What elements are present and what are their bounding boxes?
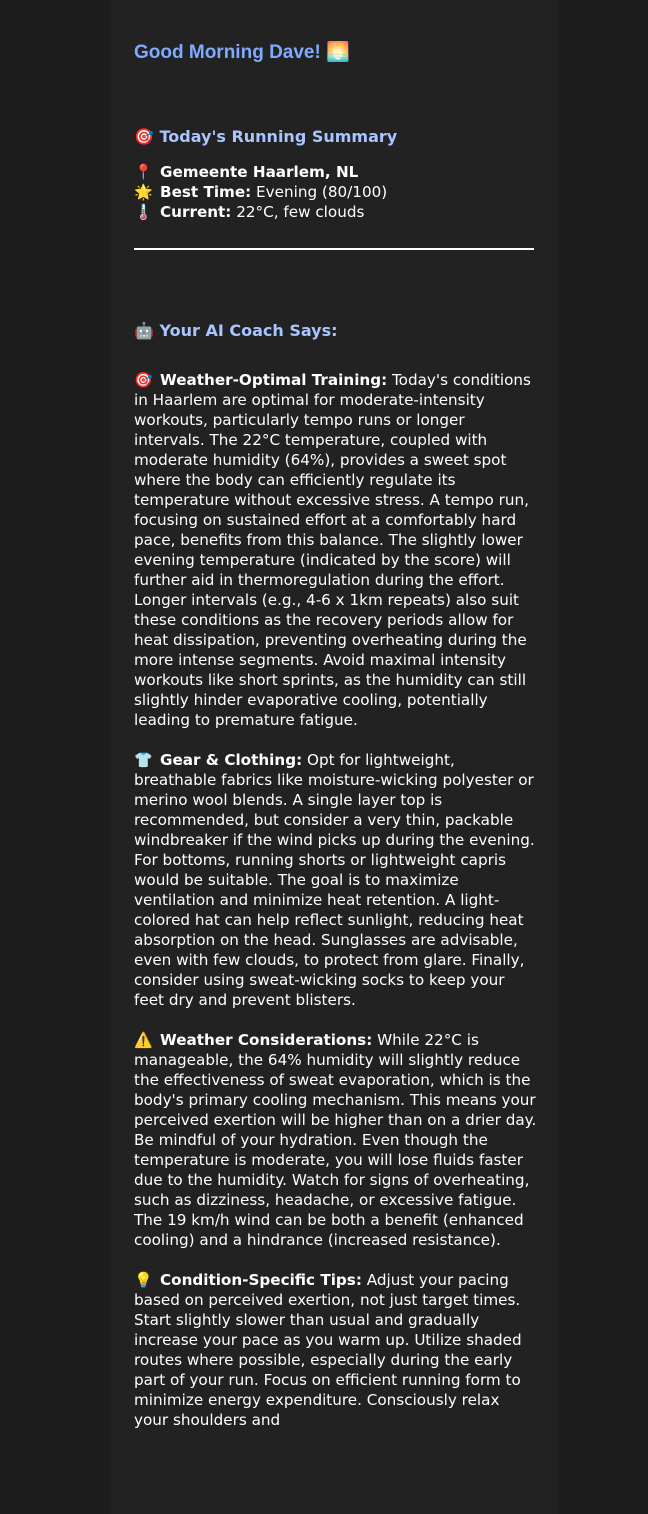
coach-section-gear: [134, 750, 538, 1010]
target-icon: 🎯: [134, 371, 153, 389]
coach-section-weather: [134, 1030, 538, 1250]
summary-location-row: [134, 162, 538, 182]
summary-best-time-row: [134, 182, 538, 202]
best-time-label: Best Time:: [160, 183, 252, 201]
location-value: Gemeente Haarlem, NL: [160, 163, 359, 181]
star-icon: 🌟: [134, 183, 153, 201]
email-content: [134, 38, 538, 1430]
section-divider: [134, 248, 534, 250]
lightbulb-icon: 💡: [134, 1271, 153, 1289]
shirt-icon: 👕: [134, 751, 153, 769]
greeting-heading: Good Morning Dave! 🌅: [134, 42, 350, 63]
training-body: Today's conditions in Haarlem are optimal for moderate-intensity workouts, particularly tempo runs or longer intervals. The 22°C temperature, coupled with moderate humidity (64%), provides a sweet spot where the body can efficiently regulate its temperature without excessive stress. A tempo run, focusing on sustained effort at a comfortably hard pace, benefits from this balance. The slightly lower evening temperature (indicated by the score) will further aid in thermoregulation during the effort. Longer intervals (e.g., 4-6 x 1km repeats) also suit these conditions as the recovery periods allow for heat dissipation, preventing overheating during the more intense segments. Avoid maximal intensity workouts like short sprints, as the humidity can still slightly hinder evaporative cooling, potentially leading to premature fatigue.: [134, 371, 531, 729]
warning-icon: ⚠️: [134, 1031, 153, 1049]
best-time-value: Evening (80/100): [251, 183, 388, 201]
coach-section-training: [134, 370, 538, 730]
gear-heading: Gear & Clothing:: [160, 751, 303, 769]
summary-current-row: [134, 202, 538, 222]
coach-title: 🤖 Your AI Coach Says:: [134, 321, 338, 340]
training-heading: Weather-Optimal Training:: [160, 371, 388, 389]
tips-heading: Condition-Specific Tips:: [160, 1271, 362, 1289]
tips-body: Adjust your pacing based on perceived exertion, not just target times. Start slightly slower than usual and gradually increase your pace as you warm up. Utilize shaded routes where possible, especially during the early part of your run. Focus on efficient running form to minimize energy expenditure. Consciously relax your shoulders and: [134, 1271, 522, 1429]
summary-title: 🎯 Today's Running Summary: [134, 127, 398, 146]
current-label: Current:: [160, 203, 232, 221]
coach-section-tips: [134, 1270, 538, 1430]
gear-body: Opt for lightweight, breathable fabrics like moisture-wicking polyester or merino wool blends. A single layer top is recommended, but consider a very thin, packable windbreaker if the wind picks up during the evening. For bottoms, running shorts or lightweight capris would be suitable. The goal is to maximize ventilation and minimize heat retention. A light-colored hat can help reflect sunlight, reducing heat absorption on the head. Sunglasses are advisable, even with few clouds, to protect from glare. Finally, consider using sweat-wicking socks to keep your feet dry and prevent blisters.: [134, 751, 535, 1009]
weather-body: While 22°C is manageable, the 64% humidity will slightly reduce the effectiveness of sweat evaporation, which is the body's primary cooling mechanism. This means your perceived exertion will be higher than on a drier day. Be mindful of your hydration. Even though the temperature is moderate, you will lose fluids faster due to the humidity. Watch for signs of overheating, such as dizziness, headache, or excessive fatigue. The 19 km/h wind can be both a benefit (enhanced cooling) and a hindrance (increased resistance).: [134, 1031, 537, 1249]
thermometer-icon: 🌡️: [134, 203, 153, 221]
weather-heading: Weather Considerations:: [160, 1031, 373, 1049]
summary-list: [134, 162, 538, 222]
pin-icon: 📍: [134, 163, 153, 181]
current-value: 22°C, few clouds: [231, 203, 365, 221]
